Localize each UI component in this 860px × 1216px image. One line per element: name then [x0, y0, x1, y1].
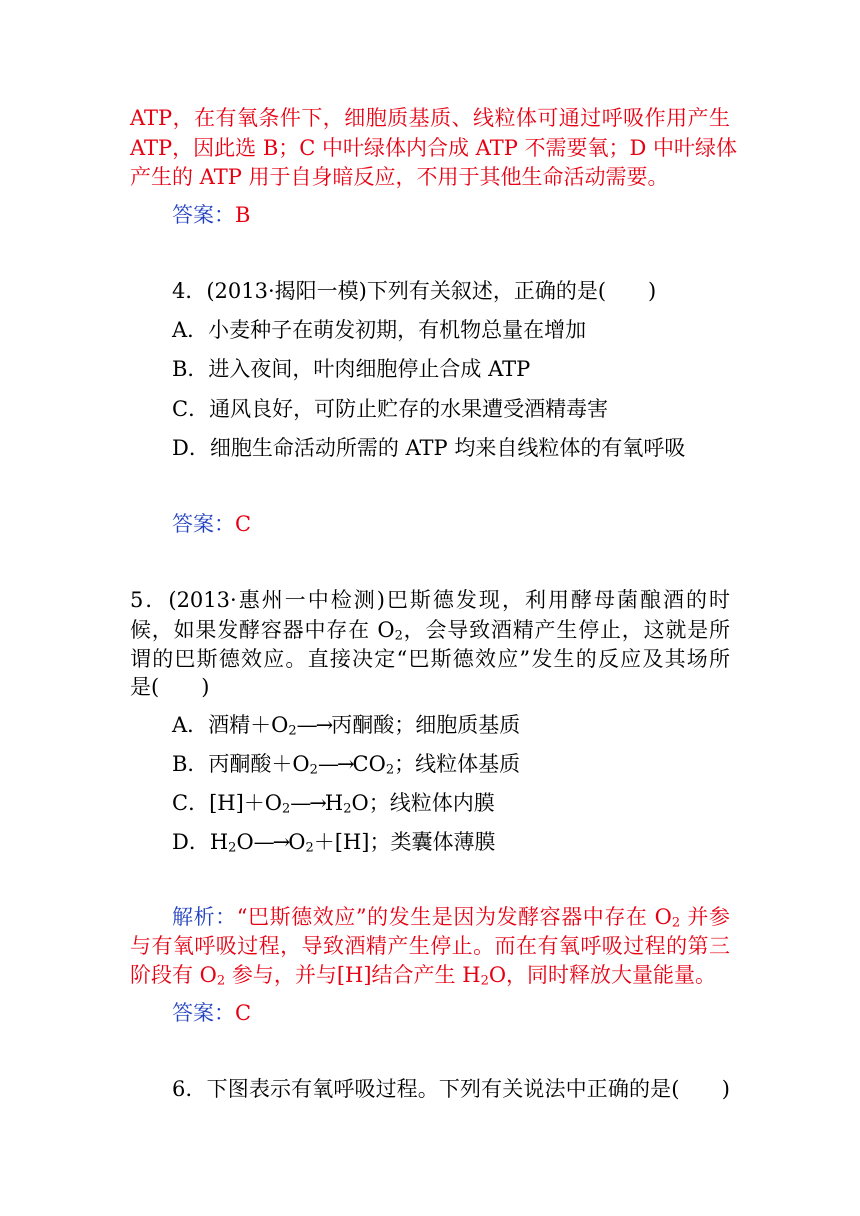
answer-label: 答案：	[172, 203, 235, 227]
explanation-label: 解析：	[172, 905, 237, 929]
q5-stem-line-4: 是( )	[130, 675, 210, 699]
q5-explanation-line-3: 阶段有 $O_2$ 参与，并与[H]结合产生 $H_2O$，同时释放大量能量。	[130, 963, 717, 989]
arrow-icon: —→	[253, 830, 289, 854]
answer-value: C	[235, 1001, 252, 1025]
answer-value: C	[235, 512, 252, 536]
q6-stem: 6．下图表示有氧呼吸过程。下列有关说法中正确的是( )	[172, 1077, 730, 1101]
prev-explanation-line-1: ATP，在有氧条件下，细胞质基质、线粒体可通过呼吸作用产生	[130, 106, 730, 130]
q4-option-a: A．小麦种子在萌发初期，有机物总量在增加	[172, 318, 587, 342]
q5-answer	[172, 998, 251, 1028]
q5-stem-line-2: 候，如果发酵容器中存在 $O_2$，会导致酒精产生停止，这就是所	[130, 618, 731, 644]
q4-option-c: C．通风良好，可防止贮存的水果遭受酒精毒害	[172, 397, 609, 421]
q5-explanation-line-1: 解析：“巴斯德效应”的发生是因为发酵容器中存在 $O_2$ 并参	[172, 905, 730, 931]
q5-option-c: C．$[H]+O_2—\to H_2O$；线粒体内膜	[172, 791, 495, 817]
arrow-icon: —→	[317, 752, 353, 776]
answer-label: 答案：	[172, 1001, 235, 1025]
q5-option-d: D．$H_2O—\to O_2+[H]$；类囊体薄膜	[172, 830, 496, 856]
answer-label: 答案：	[172, 512, 235, 536]
q4-answer	[172, 509, 251, 539]
answer-value: B	[235, 203, 251, 227]
arrow-icon: —→	[296, 713, 332, 737]
q5-stem-line-3: 谓的巴斯德效应。直接决定“巴斯德效应”发生的反应及其场所	[130, 647, 730, 671]
q5-option-a: A．酒精$+O_2—\to$丙酮酸；细胞质基质	[172, 713, 521, 739]
q5-explanation-line-2: 与有氧呼吸过程，导致酒精产生停止。而在有氧呼吸过程的第三	[130, 934, 730, 958]
q4-option-d: D．细胞生命活动所需的 ATP 均来自线粒体的有氧呼吸	[172, 436, 686, 460]
q3-answer	[172, 200, 250, 230]
q4-stem: 4．(2013·揭阳一模)下列有关叙述，正确的是( )	[172, 279, 657, 303]
prev-explanation-line-2: ATP，因此选 B；C 中叶绿体内合成 ATP 不需要氧；D 中叶绿体	[130, 136, 738, 160]
q5-stem-line-1: 5．(2013·惠州一中检测)巴斯德发现，利用酵母菌酿酒的时	[130, 588, 730, 612]
q5-option-b: B．丙酮酸$+O_2—\to CO_2$；线粒体基质	[172, 752, 521, 778]
arrow-icon: —→	[290, 791, 325, 815]
q4-option-b: B．进入夜间，叶肉细胞停止合成 ATP	[172, 357, 531, 381]
prev-explanation-line-3: 产生的 ATP 用于自身暗反应，不用于其他生命活动需要。	[130, 165, 669, 189]
